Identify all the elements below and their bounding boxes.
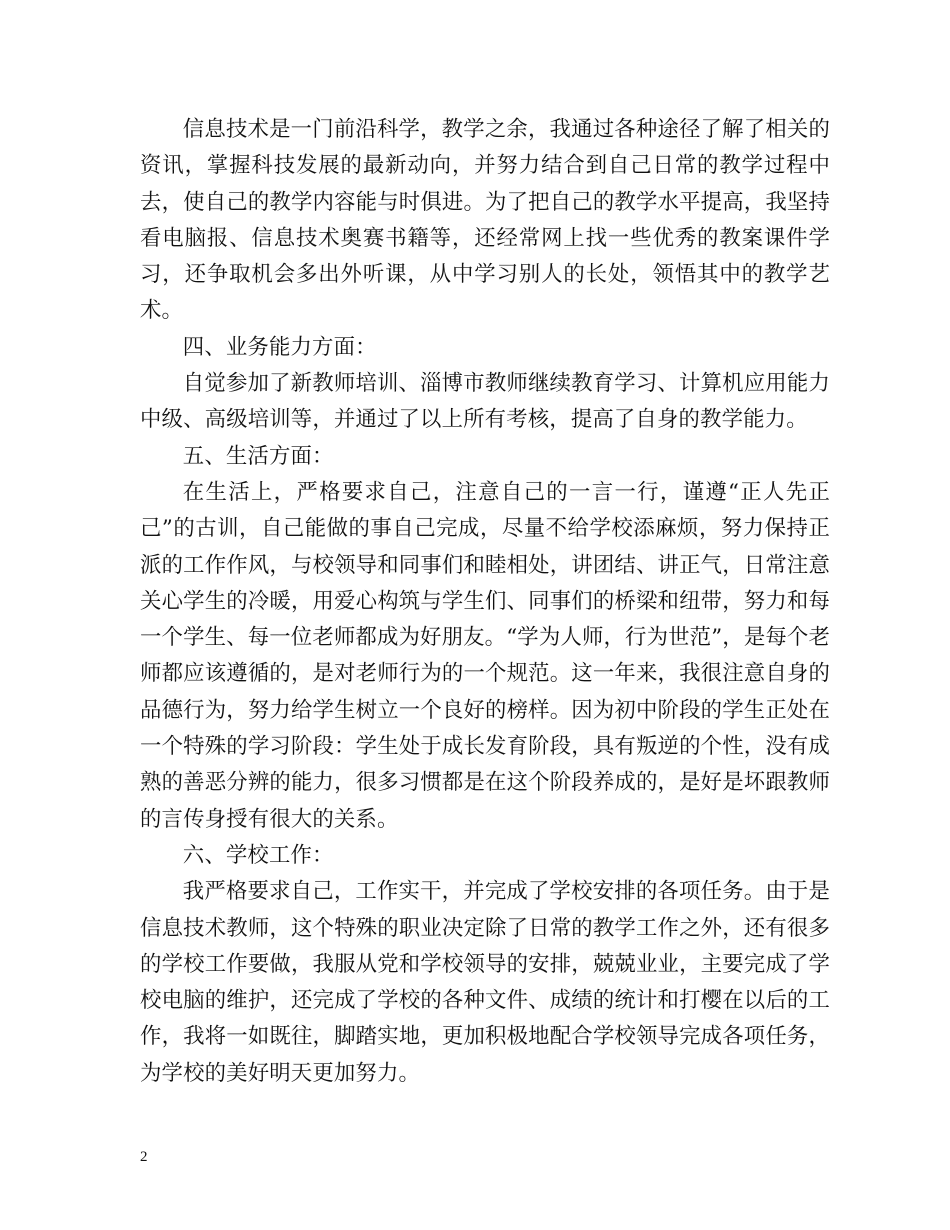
heading-life: 五、生活方面： [182, 443, 334, 469]
document-body [140, 112, 830, 1092]
paragraph-training: 自觉参加了新教师培训、淄博市教师继续教育学习、计算机应用能力中级、高级培训等，并通过了以上所有考核，提高了自身的教学能力。 [140, 371, 830, 433]
page-number: 2 [140, 1149, 148, 1165]
paragraph-info-tech-learning: 信息技术是一门前沿科学，教学之余，我通过各种途径了解了相关的资讯，掌握科技发展的最新动向，并努力结合到自己日常的教学过程中去，使自己的教学内容能与时俱进。为了把自己的教学水平提高，我坚持看电脑报、信息技术奥赛书籍等，还经常网上找一些优秀的教案课件学习，还争取机会多出外听课，从中学习别人的长处，领悟其中的教学艺术。 [140, 117, 830, 324]
heading-business-ability: 四、业务能力方面： [182, 334, 377, 360]
paragraph-life-conduct: 在生活上，严格要求自己，注意自己的一言一行，谨遵“正人先正己”的古训，自己能做的事自己完成，尽量不给学校添麻烦，努力保持正派的工作作风，与校领导和同事们和睦相处，讲团结、讲正气，日常注意关心学生的冷暖，用爱心构筑与学生们、同事们的桥梁和纽带，努力和每一个学生、每一位老师都成为好朋友。“学为人师，行为世范”，是每个老师都应该遵循的，是对老师行为的一个规范。这一年来，我很注意自身的品德行为，努力给学生树立一个良好的榜样。因为初中阶段的学生正处在一个特殊的学习阶段：学生处于成长发育阶段，具有叛逆的个性，没有成熟的善恶分辨的能力，很多习惯都是在这个阶段养成的，是好是坏跟教师的言传身授有很大的关系。 [140, 479, 830, 832]
paragraph-school-work: 我严格要求自己，工作实干，并完成了学校安排的各项任务。由于是信息技术教师，这个特殊的职业决定除了日常的教学工作之外，还有很多的学校工作要做，我服从党和学校领导的安排，兢兢业业，主要完成了学校电脑的维护，还完成了学校的各种文件、成绩的统计和打樱在以后的工作，我将一如既往，脚踏实地，更加积极地配合学校领导完成各项任务，为学校的美好明天更加努力。 [140, 879, 830, 1086]
heading-school-work: 六、学校工作： [182, 842, 334, 868]
